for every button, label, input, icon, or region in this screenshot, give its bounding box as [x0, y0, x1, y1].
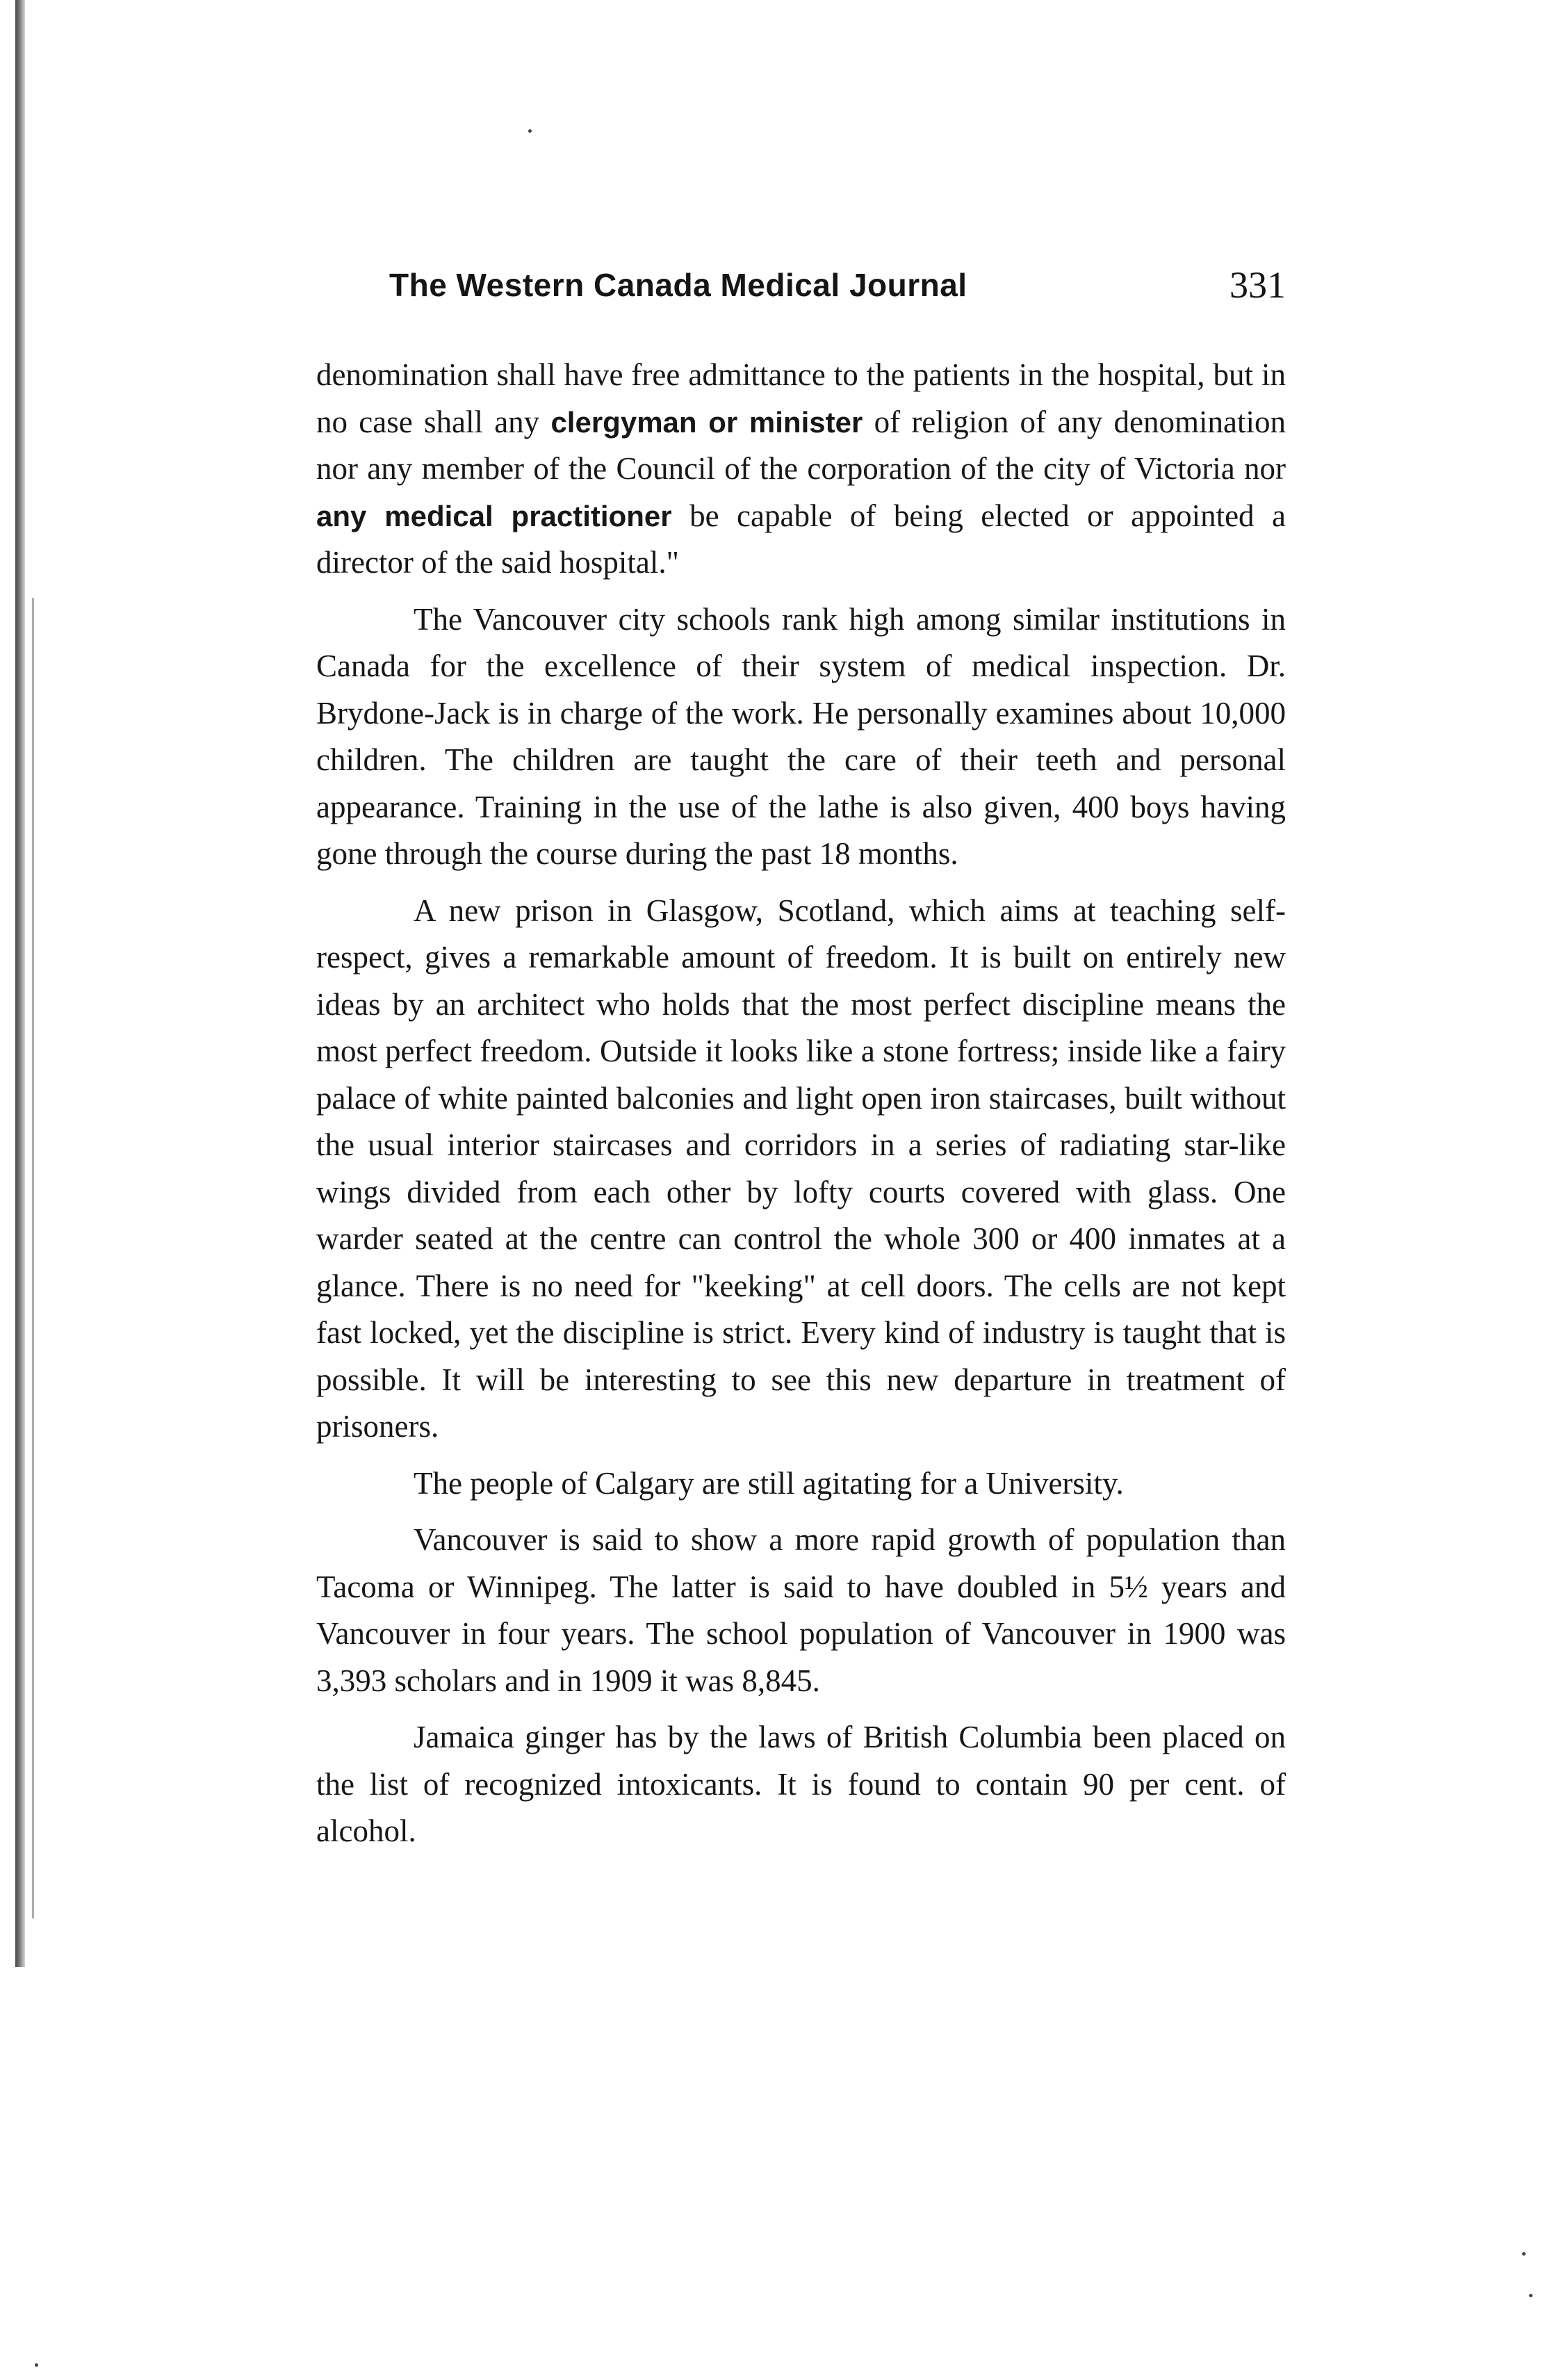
article-body — [316, 352, 1286, 1865]
scan-edge-line — [32, 598, 34, 1918]
scan-speck — [1529, 2294, 1533, 2297]
scan-binding-edge — [15, 0, 25, 1967]
page-number: 331 — [1230, 264, 1286, 306]
paragraph-segment: of religion of any denomination nor any member of the Council of the corporation of the city of Victoria nor — [316, 404, 1286, 486]
paragraph-calgary-university: The people of Calgary are still agitating for a University. — [414, 1465, 1124, 1501]
paragraph-vancouver-schools: The Vancouver city schools rank high among similar institutions in Canada for the excellence of their system of medical inspection. Dr. Brydone-Jack is in charge of the work. He personally examines about 10,000 children. The children are taught the care of their teeth and personal appearance. Training in the use of the lathe is also given, 400 boys having gone through the course during the past 18 months. — [316, 601, 1286, 871]
paragraph-hospital-directors — [316, 352, 1286, 587]
paragraph-glasgow-prison: A new prison in Glasgow, Scotland, which aims at teaching self-respect, gives a remarkable amount of freedom. It is built on entirely new ideas by an architect who holds that the most perfect discipline means the most perfect freedom. Outside it looks like a stone fortress; inside like a fairy palace of white painted balconies and light open iron staircases, built without the usual interior staircases and corridors in a series of radiating star-like wings divided from each other by lofty courts covered with glass. One warder seated at the centre can control the whole 300 or 400 inmates at a glance. There is no need for "keeking" at cell doors. The cells are not kept fast locked, yet the discipline is strict. Every kind of industry is taught that is possible. It will be interesting to see this new departure in treatment of prisoners. — [316, 892, 1286, 1444]
page-header — [389, 257, 1286, 313]
scan-speck — [35, 2363, 38, 2367]
bold-phrase-clergyman: clergyman or minister — [550, 405, 863, 439]
bold-phrase-medical: any medical practitioner — [316, 499, 672, 532]
paragraph-jamaica-ginger: Jamaica ginger has by the laws of British Columbia been placed on the list of recognized intoxicants. It is found to contain 90 per cent. of alcohol. — [316, 1720, 1286, 1848]
paragraph-vancouver-growth: Vancouver is said to show a more rapid growth of population than Tacoma or Winnipeg. The latter is said to have doubled in 5½ years and Vancouver in four years. The school population of Vancouver in 1900 was 3,393 scholars and in 1909 it was 8,845. — [316, 1522, 1286, 1698]
paragraph-segment: be capable of being elected or appointed a director of the said hospital." — [316, 498, 1286, 580]
running-title: The Western Canada Medical Journal — [389, 267, 967, 303]
scan-speck — [528, 129, 532, 133]
scan-speck — [1522, 2252, 1526, 2256]
paragraph-segment: denomination shall have free admittance to the patients in the hospital, but in no case shall any — [316, 357, 1286, 439]
